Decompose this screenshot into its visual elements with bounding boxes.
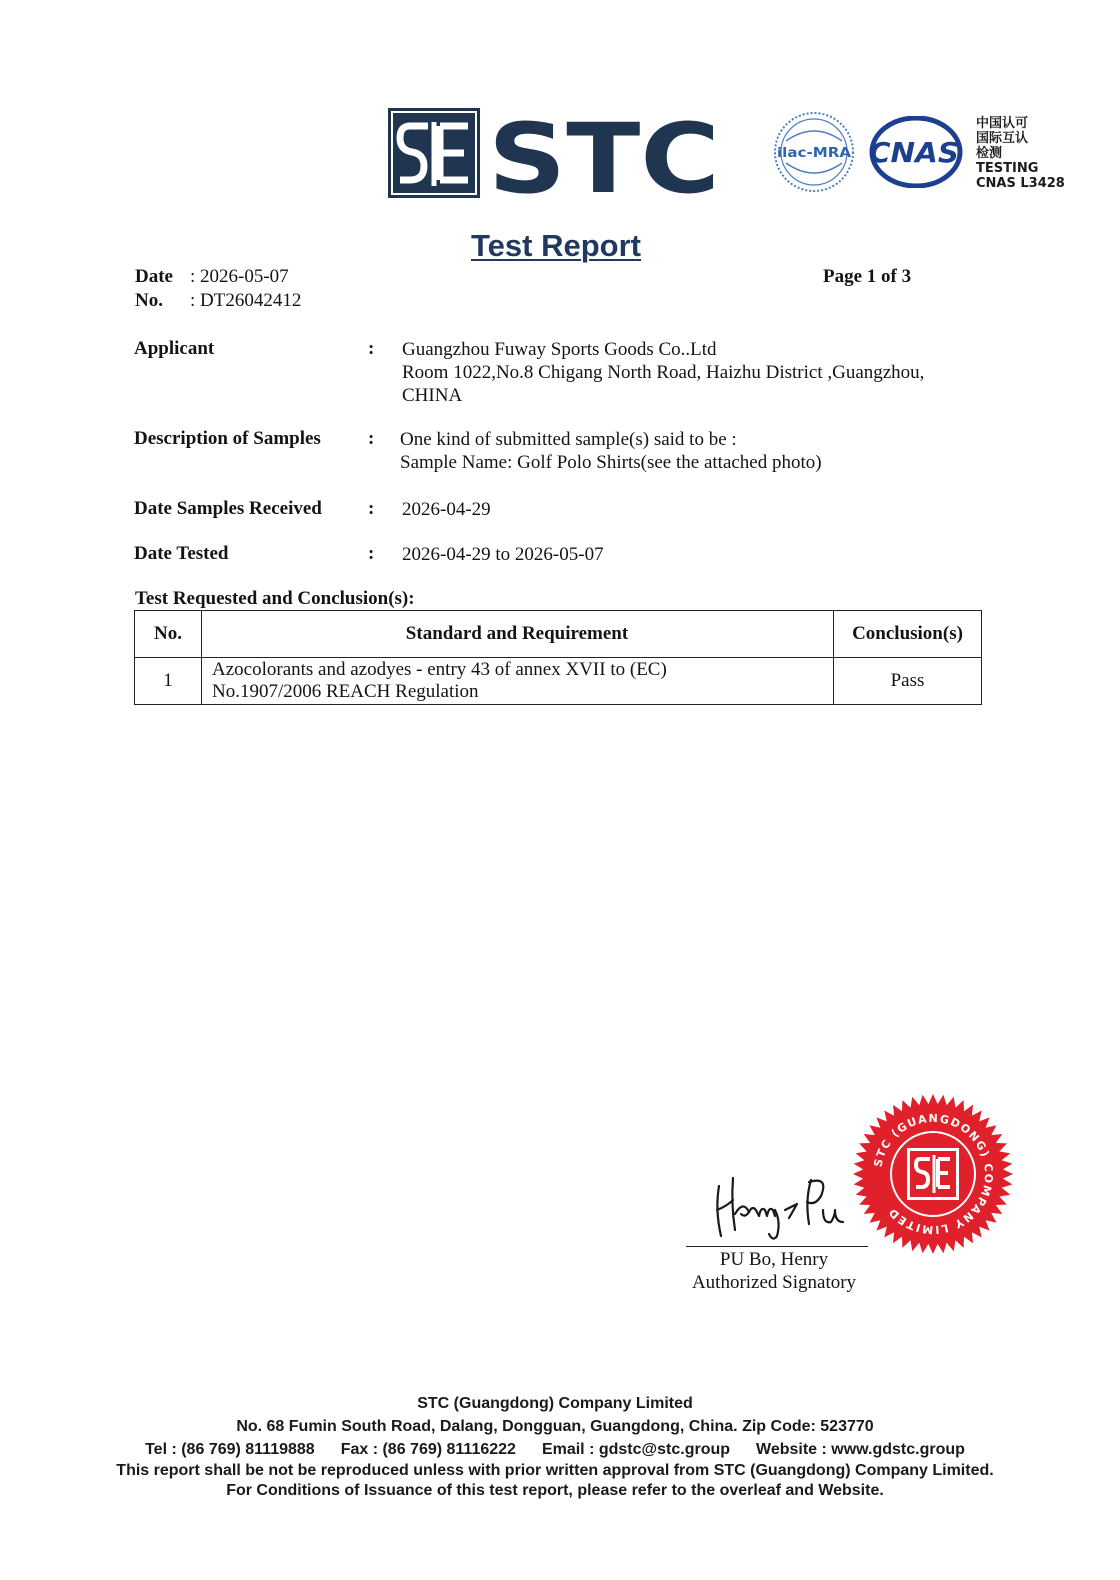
stc-logo [388,108,724,200]
date-row [135,266,173,288]
tested-colon: : [368,543,375,564]
applicant-colon: : [368,338,375,359]
table-row [135,658,982,705]
footer-website: Website : www.gdstc.group [756,1441,965,1458]
row-standard-line: Azocolorants and azodyes - entry 43 of annex XVII to (EC) [212,659,667,680]
column-header-standard: Standard and Requirement [202,611,834,658]
tested-label: Date Tested [134,543,229,564]
row-conclusion: Pass [834,658,982,705]
applicant-label: Applicant [134,338,215,359]
description-line: One kind of submitted sample(s) said to be : [400,429,737,450]
column-header-no: No. [135,611,202,658]
footer-company: STC (Guangdong) Company Limited [417,1395,693,1412]
received-value: 2026-04-29 [402,499,491,520]
report-no-row [135,290,163,312]
seal-ring-text: STC (GUANGDONG) COMPANY LIMITED [871,1111,996,1237]
signature-line [686,1246,868,1247]
table-header-row [135,611,982,658]
received-label: Date Samples Received [134,498,322,519]
cnas-logo-text: CNAS [869,136,959,169]
footer-email: Email : gdstc@stc.group [541,1441,731,1458]
cnas-logo [866,116,966,188]
handwritten-signature [705,1170,855,1244]
results-table [134,610,982,705]
section-title: Test Requested and Conclusion(s): [135,588,415,609]
report-title-text: Test Report [471,228,641,263]
cnas-line: 中国认可 [976,116,1029,131]
footer-contacts [0,1441,1110,1459]
cnas-line: CNAS L3428 [976,176,1065,191]
footer-notice-conditions: For Conditions of Issuance of this test report, please refer to the overleaf and Website. [226,1482,884,1499]
column-header-conclusion: Conclusion(s) [834,611,982,658]
cnas-line: 国际互认 [976,131,1029,146]
signatory-title: Authorized Signatory [691,1272,857,1293]
applicant-value [402,338,924,407]
report-no-value: : DT26042412 [190,290,302,311]
signatory-name: PU Bo, Henry [719,1249,829,1270]
description-label: Description of Samples [134,428,321,449]
footer-tel: Tel : (86 769) 81119888 [145,1441,315,1458]
applicant-line: Room 1022,No.8 Chigang North Road, Haizhu District ,Guangzhou, [402,362,925,383]
footer-fax: Fax : (86 769) 81116222 [340,1441,516,1458]
cnas-line: 检测 [976,146,1003,161]
description-colon: : [368,428,375,449]
page-number: Page 1 of 3 [823,266,912,287]
footer-address: No. 68 Fumin South Road, Dalang, Dongguan, Guangdong, China. Zip Code: 523770 [236,1418,874,1435]
row-standard [202,658,834,705]
received-colon: : [368,498,375,519]
description-value [400,428,822,474]
applicant-line: Guangzhou Fuway Sports Goods Co..Ltd [402,339,717,360]
cnas-accreditation-text [976,116,1065,191]
row-number: 1 [135,658,202,705]
company-seal [852,1093,1014,1255]
tested-value: 2026-04-29 to 2026-05-07 [402,544,604,565]
cnas-line: TESTING [976,161,1039,176]
description-line: Sample Name: Golf Polo Shirts(see the attached photo) [400,452,822,473]
stc-logo-text: STC [488,108,720,200]
report-no-label: No. [135,290,163,311]
report-title [0,228,1112,264]
ilac-mra-logo [772,111,856,193]
row-standard-line: No.1907/2006 REACH Regulation [212,681,479,702]
date-value: : 2026-05-07 [190,266,289,287]
date-label: Date [135,266,173,287]
footer-notice-reproduction: This report shall be not be reproduced unless with prior written approval from STC (Guangdong) Company Limited. [116,1462,994,1479]
applicant-line: CHINA [402,385,463,406]
ilac-mra-text: ilac-MRA [777,146,851,161]
